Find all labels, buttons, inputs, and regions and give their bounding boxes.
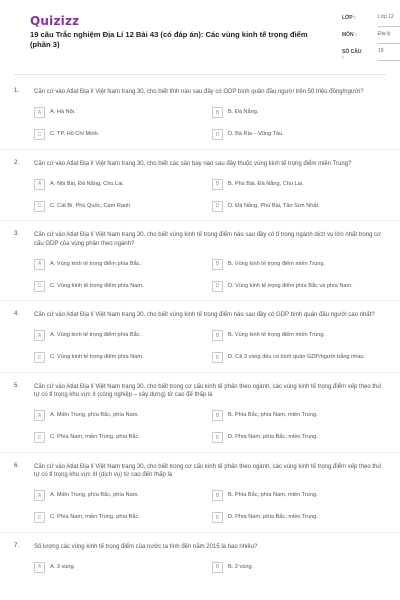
question-divider bbox=[0, 220, 400, 221]
question-text: Căn cứ vào Atlat Địa lí Việt Nam trang 30, cho biết các sân bay nào sau đây thuộc vùng kinh tế trọng điểm miền Trung? bbox=[34, 160, 352, 167]
answer-text: A. 3 vùng. bbox=[50, 563, 76, 570]
answer-row bbox=[34, 198, 382, 214]
answer-checkbox[interactable]: A bbox=[34, 410, 45, 421]
answer-checkbox[interactable]: C bbox=[34, 281, 45, 292]
question-text: Căn cứ vào Atlat Địa lí Việt Nam trang 30, cho biết tỉnh nào sau đây có GDP bình quân đầu người trên 50 triệu đồng/người? bbox=[34, 89, 364, 95]
answer-checkbox[interactable]: C bbox=[34, 129, 45, 140]
answer-options bbox=[34, 488, 382, 526]
answer-text: B. Phú Bài, Đà Nẵng, Chu Lai. bbox=[228, 180, 304, 187]
meta-label-subject: MÔN : bbox=[342, 32, 357, 38]
answer-option-b[interactable] bbox=[212, 256, 382, 272]
answer-checkbox[interactable]: B bbox=[212, 410, 223, 421]
question-number: 6. bbox=[14, 462, 20, 469]
answer-option-b[interactable] bbox=[212, 176, 382, 192]
question-divider bbox=[0, 372, 400, 373]
answer-checkbox[interactable]: B bbox=[212, 490, 223, 501]
answer-row bbox=[34, 278, 382, 294]
answer-option-a[interactable] bbox=[34, 328, 204, 344]
question-item bbox=[14, 311, 386, 366]
answer-row bbox=[34, 430, 382, 446]
answer-text: D. Phía Nam, phía Bắc, miền Trung. bbox=[228, 514, 318, 520]
header-divider bbox=[14, 74, 386, 75]
meta-row-subject bbox=[342, 31, 400, 44]
answer-option-a[interactable] bbox=[34, 176, 204, 192]
answer-text: B. Vùng kinh tế trọng điểm miền Trung. bbox=[228, 332, 326, 338]
answer-row bbox=[34, 408, 382, 424]
question-divider bbox=[0, 532, 400, 533]
answer-text: B. 2 vùng. bbox=[228, 563, 254, 570]
meta-row-grade bbox=[342, 14, 400, 27]
answer-checkbox[interactable]: A bbox=[34, 107, 45, 118]
answer-option-b[interactable] bbox=[212, 559, 382, 575]
answer-option-d[interactable] bbox=[212, 278, 382, 294]
answer-option-a[interactable] bbox=[34, 105, 204, 121]
meta-value-subject: Địa lý bbox=[378, 31, 400, 44]
worksheet-meta bbox=[342, 14, 400, 65]
answer-text: C. Vùng kinh tế trọng điểm phía Nam. bbox=[50, 282, 144, 289]
answer-text: D. Vùng kinh tế trọng điểm phía Bắc và phía Nam. bbox=[228, 282, 353, 289]
answer-checkbox[interactable]: C bbox=[34, 432, 45, 443]
answer-option-c[interactable] bbox=[34, 127, 204, 143]
answer-option-b[interactable] bbox=[212, 105, 382, 121]
question-item bbox=[14, 543, 386, 576]
meta-value-grade: Lớp 12 bbox=[378, 14, 400, 27]
question-item bbox=[14, 383, 386, 446]
meta-value-count: 19 bbox=[378, 48, 400, 61]
answer-options bbox=[34, 105, 382, 143]
answer-option-d[interactable] bbox=[212, 510, 382, 526]
worksheet-title: 19 câu Trắc nghiệm Địa Lí 12 Bài 43 (có đáp án): Các vùng kinh tế trọng điểm (phần 3) bbox=[30, 30, 308, 49]
answer-option-b[interactable] bbox=[212, 408, 382, 424]
answer-checkbox[interactable]: C bbox=[34, 512, 45, 523]
question-number: 3. bbox=[14, 231, 20, 237]
answer-options bbox=[34, 256, 382, 294]
meta-row-count bbox=[342, 48, 400, 61]
question-item bbox=[14, 160, 386, 215]
answer-checkbox[interactable]: C bbox=[34, 201, 45, 212]
answer-checkbox[interactable]: A bbox=[34, 490, 45, 501]
answer-text: C. Cát Bi, Phú Quốc, Cam Ranh. bbox=[50, 202, 132, 209]
answer-checkbox[interactable]: B bbox=[212, 562, 223, 573]
answer-options bbox=[34, 328, 382, 366]
answer-option-c[interactable] bbox=[34, 510, 204, 526]
answer-row bbox=[34, 105, 382, 121]
question-text: Số lượng các vùng kinh tế trọng điểm của nước ta tính đến năm 2015 là bao nhiêu? bbox=[34, 543, 258, 550]
question-number: 1. bbox=[14, 88, 20, 94]
question-text: Căn cứ vào Atlat Địa lí Việt Nam trang 30, cho biết trong cơ cấu kinh tế phân theo ngành, các vùng kinh tế trọng điểm xếp theo thứ tự có tỉ trọng khu vực II (công nghiệp – xây dựng) từ cao đế thấp là bbox=[34, 383, 382, 398]
worksheet-header bbox=[14, 0, 394, 75]
answer-text: D. Đà Nẵng, Phú Bài, Tân Sơn Nhất. bbox=[228, 202, 320, 209]
answer-text: C. TP. Hồ Chí Minh. bbox=[50, 131, 100, 137]
answer-text: B. Vùng kinh tế trọng điểm miền Trung. bbox=[228, 260, 326, 267]
question-text: Căn cứ vào Atlat Địa lí Việt Nam trang 30, cho biết trong cơ cấu kinh tế phân theo ngành, các vùng kinh tế trọng điểm xếp theo thứ tự có tỉ trọng khu vực III (dịch vụ) từ cao đến thấp là bbox=[34, 463, 382, 478]
answer-option-d[interactable] bbox=[212, 127, 382, 143]
question-divider bbox=[0, 452, 400, 453]
answer-checkbox[interactable]: A bbox=[34, 330, 45, 341]
answer-checkbox[interactable]: B bbox=[212, 259, 223, 270]
answer-checkbox[interactable]: D bbox=[212, 352, 223, 363]
answer-checkbox[interactable]: B bbox=[212, 107, 223, 118]
answer-row bbox=[34, 350, 382, 366]
answer-checkbox[interactable]: C bbox=[34, 352, 45, 363]
answer-row bbox=[34, 328, 382, 344]
answer-text: B. Phía Bắc, phía Nam, miền Trung. bbox=[228, 492, 318, 498]
answer-options bbox=[34, 559, 382, 575]
answer-option-d[interactable] bbox=[212, 350, 382, 366]
answer-text: D. Cả 3 vùng đều có bình quân GDP/người bằng nhau. bbox=[228, 354, 366, 360]
answer-checkbox[interactable]: A bbox=[34, 562, 45, 573]
answer-option-d[interactable] bbox=[212, 198, 382, 214]
answer-option-c[interactable] bbox=[34, 278, 204, 294]
answer-options bbox=[34, 408, 382, 446]
answer-row bbox=[34, 559, 382, 575]
question-item bbox=[14, 463, 386, 526]
answer-text: B. Đà Nẵng. bbox=[228, 109, 259, 115]
answer-row bbox=[34, 488, 382, 504]
answer-option-c[interactable] bbox=[34, 430, 204, 446]
answer-text: C. Vùng kinh tế trọng điểm phía Nam. bbox=[50, 354, 144, 360]
answer-option-a[interactable] bbox=[34, 559, 204, 575]
answer-row bbox=[34, 510, 382, 526]
answer-row bbox=[34, 256, 382, 272]
answer-option-c[interactable] bbox=[34, 198, 204, 214]
question-text: Căn cứ vào Atlat Địa lí Việt Nam trang 30, cho biết vùng kinh tế trọng điểm nào sau đây có GDP bình quân đầu người cao nhất? bbox=[34, 312, 375, 318]
answer-text: A. Hà Nội. bbox=[50, 109, 76, 115]
meta-label-count: SỐ CÂU : bbox=[342, 49, 362, 61]
answer-text: A. Vùng kinh tế trọng điểm phía Bắc. bbox=[50, 260, 142, 267]
question-number: 4. bbox=[14, 311, 20, 317]
answer-checkbox[interactable]: D bbox=[212, 201, 223, 212]
answer-checkbox[interactable]: B bbox=[212, 179, 223, 190]
answer-options bbox=[34, 176, 382, 214]
answer-checkbox[interactable]: B bbox=[212, 330, 223, 341]
answer-checkbox[interactable]: D bbox=[212, 281, 223, 292]
answer-text: A. Miền Trung, phía Bắc, phía Nam. bbox=[50, 412, 139, 418]
answer-option-d[interactable] bbox=[212, 430, 382, 446]
answer-option-a[interactable] bbox=[34, 256, 204, 272]
quizizz-logo: Quizizz bbox=[30, 14, 80, 28]
answer-option-b[interactable] bbox=[212, 328, 382, 344]
answer-text: A. Nội Bài, Đà Nẵng, Chu Lai. bbox=[50, 180, 124, 187]
question-item bbox=[14, 88, 386, 143]
answer-text: C. Phía Nam, miền Trung, phía Bắc. bbox=[50, 514, 140, 520]
answer-checkbox[interactable]: D bbox=[212, 129, 223, 140]
answer-text: D. Phía Nam, phía Bắc, miền Trung. bbox=[228, 434, 318, 440]
answer-checkbox[interactable]: A bbox=[34, 179, 45, 190]
answer-text: D. Bà Rịa – Vũng Tàu. bbox=[228, 131, 284, 137]
answer-row bbox=[34, 127, 382, 143]
answer-option-b[interactable] bbox=[212, 488, 382, 504]
question-number: 7. bbox=[14, 542, 20, 549]
answer-text: C. Phía Nam, miền Trung, phía Bắc. bbox=[50, 434, 140, 440]
question-item bbox=[14, 231, 386, 294]
answer-text: A. Miền Trung, phía Bắc, phía Nam. bbox=[50, 492, 139, 498]
answer-option-a[interactable] bbox=[34, 488, 204, 504]
question-list bbox=[0, 88, 400, 581]
answer-option-a[interactable] bbox=[34, 408, 204, 424]
answer-row bbox=[34, 176, 382, 192]
answer-checkbox[interactable]: D bbox=[212, 512, 223, 523]
question-number: 2. bbox=[14, 159, 20, 166]
question-divider bbox=[0, 149, 400, 150]
meta-label-grade: LỚP : bbox=[342, 15, 356, 21]
answer-text: A. Vùng kinh tế trọng điểm phía Bắc. bbox=[50, 332, 142, 338]
answer-text: B. Phía Bắc, phía Nam, miền Trung. bbox=[228, 412, 318, 418]
question-divider bbox=[0, 300, 400, 301]
answer-checkbox[interactable]: A bbox=[34, 259, 45, 270]
question-number: 5. bbox=[14, 382, 20, 389]
answer-checkbox[interactable]: D bbox=[212, 432, 223, 443]
answer-option-c[interactable] bbox=[34, 350, 204, 366]
question-text: Căn cứ vào Atlat Địa lí Việt Nam trang 30, cho biết vùng kinh tế trọng điểm nào sau đây có tỉ trọng ngành dịch vụ lớn nhất trong cơ cấu GDP của vùng phân theo ngành? bbox=[34, 232, 381, 247]
